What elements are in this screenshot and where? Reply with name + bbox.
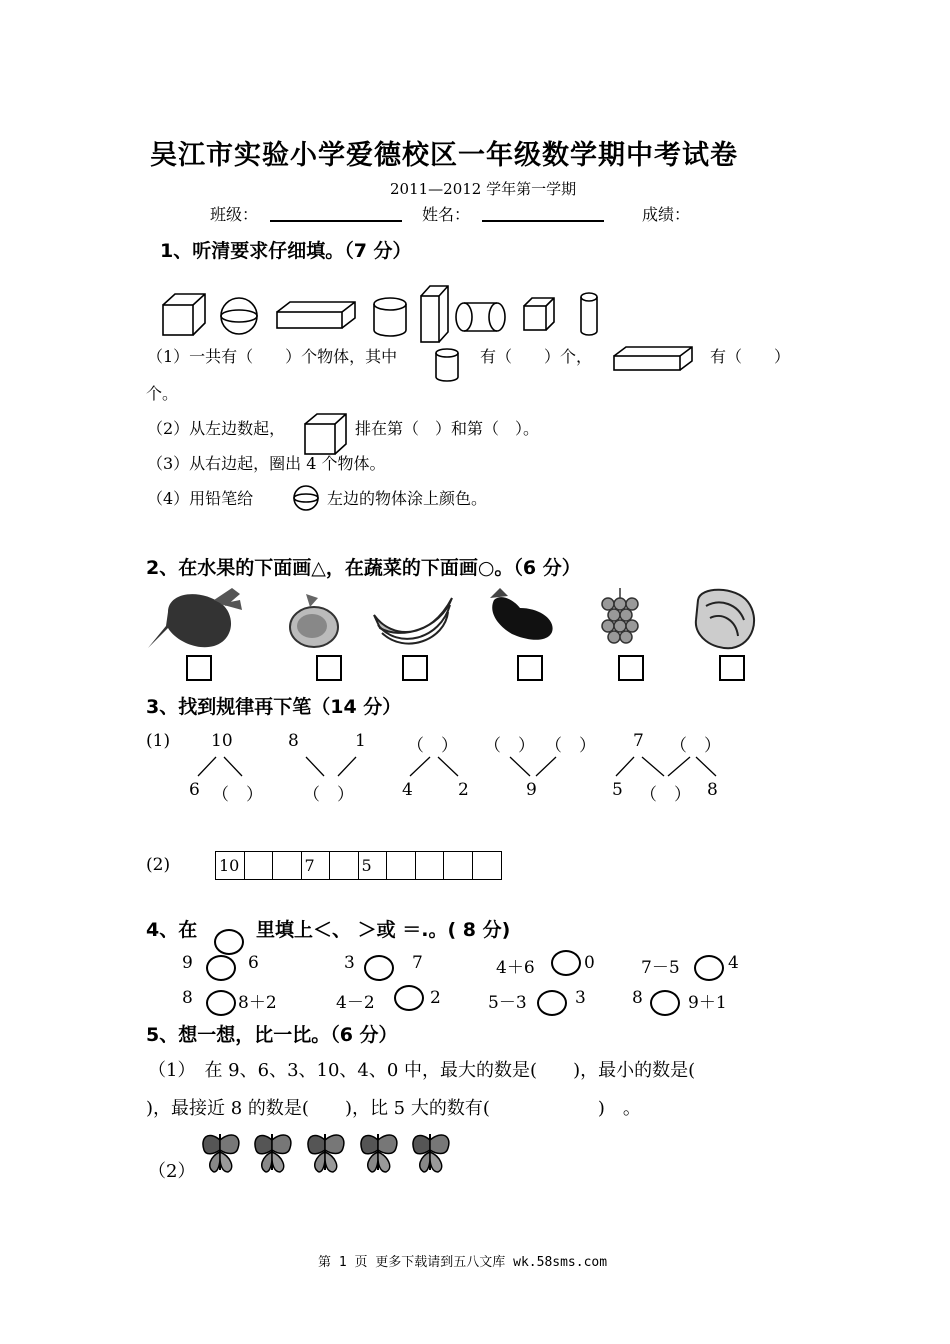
name-line[interactable]: [482, 220, 604, 222]
compare-circle[interactable]: [364, 955, 394, 981]
compare-left: 7－5: [641, 958, 680, 978]
q3-heading: 3、找到规律再下笔（14 分）: [146, 696, 402, 718]
tree2-bottom[interactable]: （ ）: [303, 785, 354, 805]
compare-right: 6: [248, 953, 259, 973]
q5-part1-line2: )，最接近 8 的数是( )，比 5 大的数有( ) 。: [146, 1098, 641, 1119]
butterfly-icon: [203, 1134, 239, 1172]
compare-left: 9: [182, 953, 193, 973]
compare-circle[interactable]: [206, 990, 236, 1016]
compare-right: 4: [728, 953, 739, 973]
sequence-cell[interactable]: [473, 852, 502, 879]
inline-cylinder-icon: [436, 349, 458, 381]
inline-sphere-icon: [294, 486, 318, 510]
class-label: 班级：: [210, 205, 259, 224]
q4-heading-b: 里填上＜、 ＞或 ＝.。( 8 分): [256, 919, 511, 941]
sequence-cell[interactable]: [330, 852, 359, 879]
compare-right: 0: [584, 953, 595, 973]
q2-answer-box[interactable]: [402, 655, 428, 681]
sequence-cell[interactable]: [387, 852, 416, 879]
q3-part2-label: (2): [146, 855, 171, 875]
tree3-right: 2: [458, 780, 469, 800]
compare-left: 3: [344, 953, 355, 973]
cube-icon: [163, 294, 205, 335]
tree5-bottom-left: 5: [612, 780, 623, 800]
q1-line1-a: （1）一共有（ ）个物体，其中: [147, 347, 398, 366]
q2-heading: 2、在水果的下面画△，在蔬菜的下面画○。（6 分）: [146, 557, 581, 579]
sphere-icon: [221, 298, 257, 334]
butterfly-icon: [255, 1134, 291, 1172]
sequence-cell[interactable]: [245, 852, 274, 879]
cuboid-icon: [277, 302, 355, 328]
inline-cuboid-icon: [614, 347, 692, 370]
sequence-cell[interactable]: [273, 852, 302, 879]
q5-part1-line1: （1） 在 9、6、3、10、4、0 中，最大的数是( )，最小的数是(: [148, 1060, 696, 1081]
compare-right: 7: [412, 953, 423, 973]
q5-part2-label: （2）: [148, 1161, 196, 1182]
sequence-cell[interactable]: [416, 852, 445, 879]
peach-icon: [290, 594, 338, 647]
score-label: 成绩：: [642, 205, 691, 224]
banana-icon: [374, 598, 452, 644]
compare-right: 9＋1: [688, 993, 727, 1013]
grapes-icon: [602, 588, 638, 643]
q1-line1-c: 有（ ）: [710, 347, 791, 366]
tree4-top-left[interactable]: （ ）: [484, 736, 535, 756]
tree1-right[interactable]: （ ）: [212, 785, 263, 805]
tree1-top: 10: [211, 731, 233, 751]
compare-left: 8: [182, 988, 193, 1008]
sequence-cell[interactable]: [444, 852, 473, 879]
page-title: 吴江市实验小学爱德校区一年级数学期中考试卷: [150, 140, 738, 171]
compare-left: 8: [632, 988, 643, 1008]
tree5-top-right[interactable]: （ ）: [670, 736, 721, 756]
beet-icon: [148, 588, 242, 648]
q3-part1-label: (1): [146, 731, 171, 751]
tree5-bottom-middle[interactable]: （ ）: [640, 785, 691, 805]
tree2-top-left: 8: [288, 731, 299, 751]
q1-line1-b: 有（ ）个，: [480, 347, 593, 366]
butterfly-icon: [308, 1134, 344, 1172]
q1-line1-d: 个。: [146, 384, 179, 403]
q1-line2-a: （2）从左边数起，: [147, 419, 286, 438]
q1-line4-a: （4）用铅笔给: [147, 489, 254, 508]
q2-answer-box[interactable]: [517, 655, 543, 681]
compare-circle[interactable]: [394, 985, 424, 1011]
q4-heading-a: 4、在: [146, 919, 198, 941]
horizontal-cylinder-icon: [456, 303, 505, 331]
tree2-top-right: 1: [355, 731, 366, 751]
q2-answer-box[interactable]: [618, 655, 644, 681]
q1-heading: 1、听清要求仔细填。（7 分）: [160, 240, 412, 262]
page-footer: 第 1 页 更多下载请到五八文库 wk.58sms.com: [318, 1255, 608, 1270]
sequence-cell[interactable]: 7: [302, 852, 331, 879]
number-sequence: [215, 851, 502, 880]
small-cube-icon: [524, 298, 554, 330]
tree3-left: 4: [402, 780, 413, 800]
q2-answer-box[interactable]: [316, 655, 342, 681]
tree4-bottom: 9: [526, 780, 537, 800]
tree4-top-right[interactable]: （ ）: [545, 736, 596, 756]
compare-right: 2: [430, 988, 441, 1008]
butterfly-icon: [361, 1134, 397, 1172]
eggplant-icon: [490, 588, 553, 640]
compare-circle[interactable]: [537, 990, 567, 1016]
q2-answer-box[interactable]: [186, 655, 212, 681]
sequence-cell[interactable]: 10: [216, 852, 245, 879]
q5-heading: 5、想一想，比一比。（6 分）: [146, 1024, 398, 1046]
cabbage-icon: [696, 590, 754, 648]
name-label: 姓名：: [422, 205, 471, 224]
q1-line3: （3）从右边起，圈出 4 个物体。: [147, 454, 386, 473]
compare-circle[interactable]: [551, 950, 581, 976]
compare-right: 3: [575, 988, 586, 1008]
compare-circle[interactable]: [650, 990, 680, 1016]
class-line[interactable]: [270, 220, 402, 222]
compare-right: 8＋2: [238, 993, 277, 1013]
q1-line4-b: 左边的物体涂上颜色。: [327, 489, 488, 508]
tall-cuboid-icon: [421, 286, 448, 342]
compare-left: 5－3: [488, 993, 527, 1013]
thin-cylinder-icon: [581, 293, 597, 335]
q1-line2-b: 排在第（ ）和第（ ）。: [355, 419, 540, 438]
cylinder-icon: [374, 298, 406, 336]
subtitle: 2011—2012 学年第一学期: [390, 180, 577, 198]
q2-answer-box[interactable]: [719, 655, 745, 681]
butterfly-icon: [413, 1134, 449, 1172]
compare-left: 4＋6: [496, 958, 535, 978]
tree1-left: 6: [189, 780, 200, 800]
compare-circle[interactable]: [694, 955, 724, 981]
tree5-bottom-right: 8: [707, 780, 718, 800]
compare-left: 4－2: [336, 993, 375, 1013]
compare-circle[interactable]: [206, 955, 236, 981]
tree3-top[interactable]: （ ）: [407, 736, 458, 756]
tree5-top-left: 7: [633, 731, 644, 751]
q4-heading-circle: [214, 929, 244, 955]
sequence-cell[interactable]: 5: [359, 852, 388, 879]
inline-cube-icon: [305, 414, 346, 454]
